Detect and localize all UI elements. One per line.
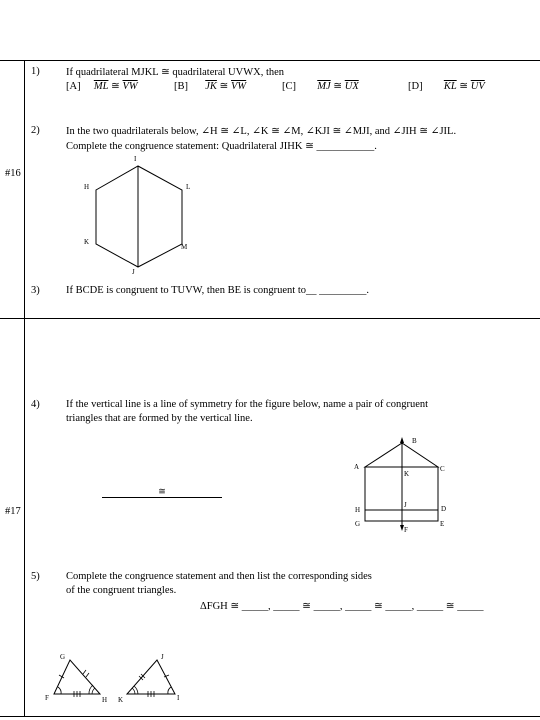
choice-b — [174, 80, 246, 92]
vertex-label-d: D — [441, 505, 447, 513]
section-divider — [0, 318, 540, 319]
angle-arc — [92, 688, 95, 694]
congruent-symbol: ≅ — [111, 81, 120, 92]
house-figure — [350, 434, 460, 544]
choice-label: [C] — [282, 81, 296, 92]
segment: $\overline{VW}$ — [230, 81, 247, 92]
congruent-symbol: ≅ — [158, 486, 166, 496]
question-text: If BCDE is congruent to TUVW, then BE is congruent to__ _________. — [66, 285, 370, 296]
choice-label: [A] — [66, 81, 81, 92]
vertex-label-h: H — [355, 506, 361, 514]
answer-blank — [102, 485, 222, 498]
arrowhead-up — [400, 437, 404, 443]
vertex-label-h: H — [84, 183, 90, 191]
section-label-16: #16 — [5, 168, 21, 179]
segment: $\overline{KL}$ — [443, 81, 457, 92]
top-rule — [0, 60, 540, 61]
congruent-symbol: ≅ — [219, 81, 229, 92]
vertex-label-c: C — [440, 465, 445, 473]
vertex-label-m: M — [181, 243, 188, 251]
vertex-label-i: I — [134, 155, 137, 163]
question-number: 3) — [31, 285, 40, 296]
question-text: Complete the congruence statement: Quadrilateral JIHK ≅ ___________. — [66, 141, 377, 152]
question-text: If quadrilateral MJKL ≅ quadrilateral UVWX, then — [66, 67, 285, 78]
segment: $\overline{JK}$ — [205, 81, 217, 92]
segment: $\overline{UX}$ — [344, 81, 359, 92]
tick-mark — [83, 670, 86, 674]
vertex-label-g: G — [355, 520, 361, 528]
vertex-label-l: L — [186, 183, 191, 191]
congruent-symbol: ≅ — [333, 81, 343, 92]
choice-label: [B] — [174, 81, 188, 92]
question-text: of the congruent triangles. — [66, 585, 177, 596]
question-text: triangles that are formed by the vertical line. — [66, 413, 253, 424]
question-text: If the vertical line is a line of symmetry for the figure below, name a pair of congruent — [66, 399, 429, 410]
angle-arc — [58, 687, 61, 694]
section-label-17: #17 — [5, 506, 21, 517]
segment: $\overline{UV}$ — [470, 81, 485, 92]
question-text: Complete the congruence statement and then list the corresponding sides — [66, 571, 372, 582]
triangle-fgh — [54, 660, 100, 694]
hexagon-figure — [80, 154, 200, 274]
segment: $\overline{ML}$ — [93, 81, 109, 92]
angle-arc — [168, 687, 171, 694]
tick-mark — [86, 673, 89, 677]
vertex-label-j: J — [132, 268, 135, 276]
choice-label: [D] — [408, 81, 423, 92]
segment: $\overline{MJ}$ — [317, 81, 331, 92]
vertex-label-f: F — [404, 526, 408, 534]
congruence-statement: ΔFGH ≅ _____, _____ ≅ _____, _____ ≅ _____, _____ ≅ _____ — [200, 601, 484, 612]
vertex-label-k: K — [404, 470, 410, 478]
question-number: 5) — [31, 571, 40, 582]
margin-rule — [24, 60, 25, 717]
choice-a — [66, 80, 138, 92]
question-number: 2) — [31, 125, 40, 136]
vertex-label-i: I — [177, 694, 180, 702]
vertex-label-b: B — [412, 437, 417, 445]
question-number: 4) — [31, 399, 40, 410]
congruent-symbol: ≅ — [459, 81, 469, 92]
vertex-label-h: H — [102, 696, 108, 704]
angle-arc — [132, 688, 135, 694]
choice-c — [282, 80, 359, 92]
triangles-figure — [42, 648, 192, 708]
vertex-label-g: G — [60, 653, 66, 661]
vertex-label-j: J — [161, 653, 164, 661]
hexagon-outline — [96, 166, 182, 267]
triangle-jki — [127, 660, 175, 694]
vertex-label-f: F — [45, 694, 49, 702]
question-text: In the two quadrilaterals below, ∠H ≅ ∠L, ∠K ≅ ∠M, ∠KJI ≅ ∠MJI, and ∠JIH ≅ ∠JIL. — [66, 126, 457, 137]
bottom-rule — [0, 716, 540, 717]
vertex-label-k: K — [118, 696, 124, 704]
choice-d — [408, 80, 485, 92]
vertex-label-a: A — [354, 463, 360, 471]
vertex-label-e: E — [440, 520, 445, 528]
segment: $\overline{VW}$ — [122, 81, 138, 92]
vertex-label-k: K — [84, 238, 90, 246]
vertex-label-j: J — [404, 501, 407, 509]
question-number: 1) — [31, 66, 40, 77]
